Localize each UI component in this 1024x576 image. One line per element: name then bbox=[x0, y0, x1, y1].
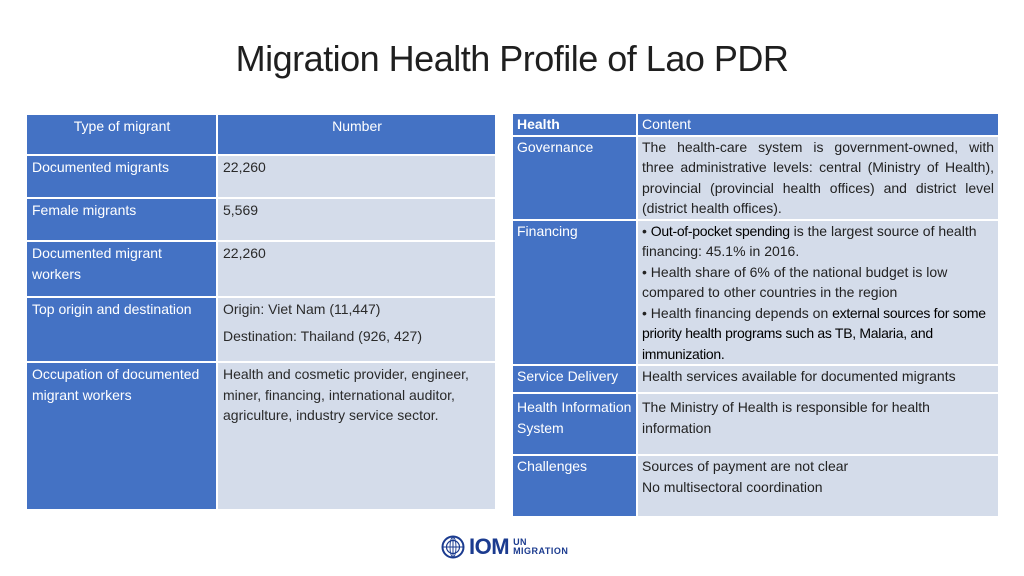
table-row bbox=[512, 455, 999, 517]
financing-text bbox=[637, 220, 999, 366]
header-type-of-migrant: Type of migrant bbox=[26, 114, 217, 155]
row-label-challenges: Challenges bbox=[512, 455, 637, 517]
challenges-text bbox=[637, 455, 999, 517]
table-row bbox=[26, 198, 496, 241]
bullet-mark: • bbox=[642, 222, 651, 239]
table-row bbox=[26, 155, 496, 198]
bullet-3-prefix: • Health financing depends on bbox=[642, 304, 833, 321]
service-delivery-text: Health services available for documented migrants bbox=[637, 365, 999, 393]
health-table-header bbox=[512, 113, 999, 136]
table-row bbox=[512, 136, 999, 220]
table-row bbox=[512, 393, 999, 455]
financing-bullet-1 bbox=[642, 221, 994, 262]
page-title: Migration Health Profile of Lao PDR bbox=[235, 38, 789, 79]
row-label: Top origin and destination bbox=[26, 297, 217, 362]
table-row bbox=[512, 220, 999, 366]
bullet-1-rest: is the largest source of health financing: 45.1% in 2016. bbox=[642, 222, 977, 259]
row-value: 5,569 bbox=[217, 198, 496, 241]
row-value: Health and cosmetic provider, engineer, miner, financing, international auditor, agriculture, industry service sector. bbox=[217, 362, 496, 510]
logo-migration-text: MIGRATION bbox=[513, 546, 569, 556]
challenge-1: Sources of payment are not clear bbox=[642, 458, 849, 474]
un-emblem-icon bbox=[441, 535, 465, 559]
origin-text: Origin: Viet Nam (11,447) bbox=[223, 301, 381, 317]
table-row bbox=[512, 365, 999, 393]
row-label: Female migrants bbox=[26, 198, 217, 241]
financing-bullet-3 bbox=[642, 303, 994, 365]
iom-logo bbox=[441, 535, 568, 559]
row-label-service-delivery: Service Delivery bbox=[512, 365, 637, 393]
destination-text: Destination: Thailand (926, 427) bbox=[223, 327, 422, 344]
row-label: Occupation of documented migrant workers bbox=[26, 362, 217, 510]
row-label-financing: Financing bbox=[512, 220, 637, 366]
financing-bullet-2: • Health share of 6% of the national budget is low compared to other countries in the region bbox=[642, 263, 948, 300]
logo-un-text: UN bbox=[513, 537, 528, 547]
row-value: 22,260 bbox=[217, 241, 496, 297]
logo-text: IOM bbox=[469, 534, 510, 559]
health-system-table bbox=[511, 112, 1000, 518]
out-of-pocket-highlight: Out-of-pocket spending bbox=[650, 222, 790, 239]
migrant-table-header bbox=[26, 114, 496, 155]
row-label: Documented migrants bbox=[26, 155, 217, 198]
row-label-governance: Governance bbox=[512, 136, 637, 220]
logo-subtext bbox=[513, 538, 568, 556]
table-row bbox=[26, 362, 496, 510]
his-text: The Ministry of Health is responsible for health information bbox=[637, 393, 999, 455]
challenge-2: No multisectoral coordination bbox=[642, 478, 823, 495]
header-number: Number bbox=[217, 114, 496, 155]
table-row bbox=[26, 241, 496, 297]
external-sources-highlight: external sources for some priority health programs such as TB, Malaria, and immunization. bbox=[642, 304, 986, 362]
row-label: Documented migrant workers bbox=[26, 241, 217, 297]
table-row bbox=[26, 297, 496, 362]
header-content: Content bbox=[637, 113, 999, 136]
migrant-table bbox=[25, 113, 497, 511]
governance-text: The health-care system is government-owned, with three administrative levels: central (Ministry of Health), provincial (provincial health offices) and district level (district health offices). bbox=[637, 136, 999, 220]
header-health: Health bbox=[512, 113, 637, 136]
row-value bbox=[217, 297, 496, 362]
row-label-health-information-system: Health Information System bbox=[512, 393, 637, 455]
row-value: 22,260 bbox=[217, 155, 496, 198]
